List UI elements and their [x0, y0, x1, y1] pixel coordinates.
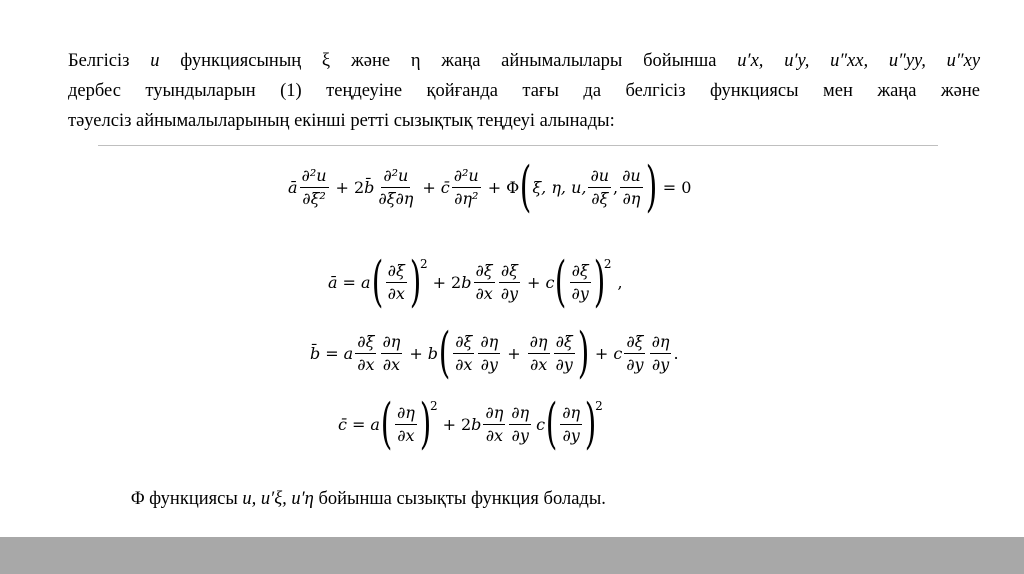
equation-main: ā $\frac{\text{∂²u}}{\text{∂ξ²}}$ + 2 b̄ $\frac{\text{∂²u}}{\partial\xi\partial\eta}$ + c̄ $\frac{\text{∂²u}}{\text{∂η²}}$ + Φ ( ξ, η, u, $\frac{\partial u}{\partial\xi}$ , $\frac{\partial u}{\partial\eta}$ ) = 0 [288, 155, 692, 218]
intro-line-1 [68, 46, 980, 76]
intro-line-2: дербес туындыларын (1) теңдеуіне қойғанда тағы да белгісіз функциясы мен жаңа және [68, 81, 980, 101]
intro-line-1-start: Белгісіз [68, 51, 130, 71]
equation-c-bar: c̄ = a ( $\frac{\partial\eta}{\partial x}$ ) 2 + 2 b $\frac{\partial\eta}{\partial x}$ $\frac{\partial\eta}{\partial y}$ c ( $\frac{\partial\eta}{\partial y}$ ) 2 [338, 392, 603, 455]
equation-a-bar: ā = a ( $\frac{\partial\xi}{\partial x}$ ) 2 + 2 b $\frac{\partial\xi}{\partial x}$ $\frac{\partial\xi}{\partial y}$ + c ( $\frac{\partial\xi}{\partial y}$ ) 2 , [328, 250, 623, 313]
conclusion-start: Φ функциясы [131, 489, 238, 509]
footer-bar [0, 537, 1024, 574]
conclusion-end: бойынша сызықты функция болады. [318, 489, 606, 509]
intro-line-1-rest: функциясының ξ және η жаңа айнымалылары бойынша [180, 51, 717, 71]
intro-line-1-u: u [150, 51, 160, 71]
conclusion-line [131, 484, 606, 514]
intro-paragraph [68, 46, 980, 136]
conclusion-vars: u, u′ξ, u′η [242, 489, 314, 509]
equation-b-bar: b̄ = a $\frac{\partial\xi}{\partial x}$ $\frac{\partial\eta}{\partial x}$ + b ( $\frac{\partial\xi}{\partial x}$ $\frac{\partial\eta}{\partial y}$ + $\frac{\partial\eta}{\partial x}$ $\frac{\partial\xi}{\partial y}$ ) + c $\frac{\partial\xi}{\partial y}$ $\frac{\partial\eta}{\partial y}$ . [310, 321, 679, 384]
intro-line-3: тәуелсіз айнымалыларының екінші ретті сызықтық теңдеуі алынады: [68, 111, 615, 131]
intro-line-1-derivatives: u′x, u′y, u″xx, u″yy, u″xy [737, 51, 981, 71]
divider-line [98, 145, 938, 146]
